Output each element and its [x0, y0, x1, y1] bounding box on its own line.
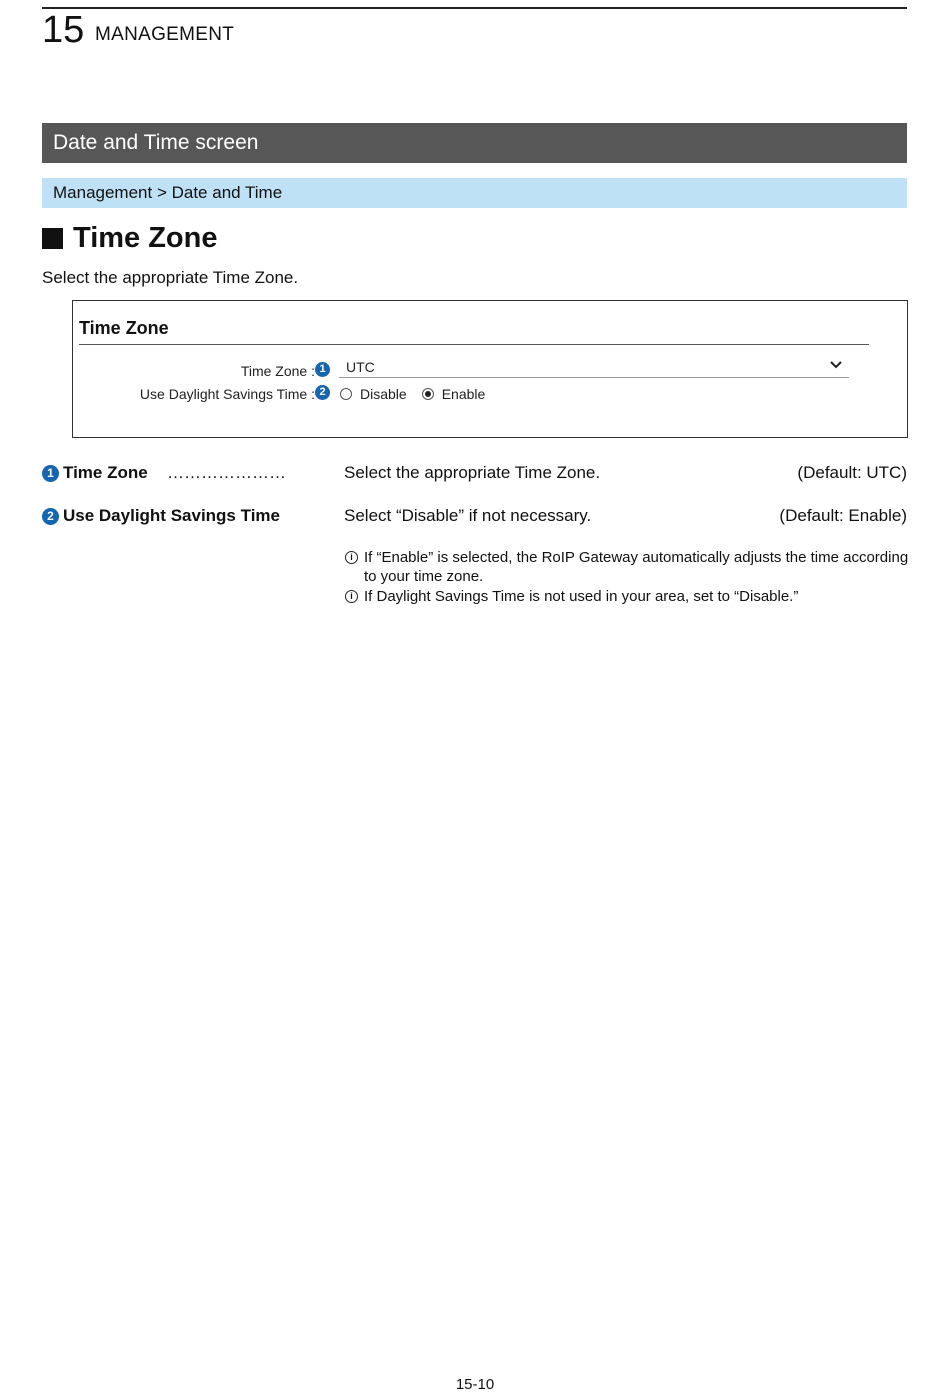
description-item-name: Use Daylight Savings Time: [63, 506, 280, 525]
section-title-bar: Date and Time screen: [42, 123, 907, 163]
subsection-heading-text: Time Zone: [73, 221, 218, 254]
breadcrumb: Management > Date and Time: [42, 178, 907, 208]
dst-radio-group: [340, 385, 485, 403]
default-value: (Default: UTC): [797, 463, 907, 482]
callout-badge-2: 2: [42, 508, 59, 525]
description-row: [42, 506, 907, 530]
time-zone-select-value: UTC: [346, 359, 375, 375]
dst-enable-label[interactable]: Enable: [441, 386, 486, 402]
top-rule: [42, 7, 907, 9]
square-bullet-icon: [42, 228, 63, 249]
description-text: Select the appropriate Time Zone.: [344, 463, 601, 482]
leader-dots: …………………: [167, 463, 286, 482]
dst-label: Use Daylight Savings Time :: [139, 386, 315, 402]
callout-badge-1: 1: [315, 362, 330, 377]
panel-divider: [79, 344, 869, 345]
callout-badge-2: 2: [315, 385, 330, 400]
time-zone-select[interactable]: [339, 357, 849, 378]
panel-title: Time Zone: [79, 318, 169, 338]
chapter-title: MANAGEMENT: [95, 24, 235, 45]
info-icon: i: [345, 590, 358, 603]
description-text: Select “Disable” if not necessary.: [344, 506, 592, 525]
description-row: [42, 463, 907, 487]
dst-enable-radio[interactable]: [422, 388, 434, 400]
intro-text: Select the appropriate Time Zone.: [42, 268, 299, 287]
default-value: (Default: Enable): [779, 506, 907, 525]
info-icon: i: [345, 551, 358, 564]
dst-disable-label[interactable]: Disable: [360, 386, 407, 402]
note-text: If Daylight Savings Time is not used in your area, set to “Disable.”: [364, 588, 799, 605]
chapter-number: 15: [42, 9, 85, 51]
subsection-heading: [42, 220, 218, 256]
time-zone-label: Time Zone :: [240, 363, 315, 379]
settings-screenshot: [72, 300, 908, 438]
dst-disable-radio[interactable]: [340, 388, 352, 400]
note-text: If “Enable” is selected, the RoIP Gateway automatically adjusts the time according to your time zone.: [364, 549, 909, 585]
chevron-down-icon: [829, 359, 843, 371]
callout-badge-1: 1: [42, 465, 59, 482]
description-item-name: Time Zone: [63, 463, 148, 482]
page-number: 15-10: [455, 1376, 495, 1393]
